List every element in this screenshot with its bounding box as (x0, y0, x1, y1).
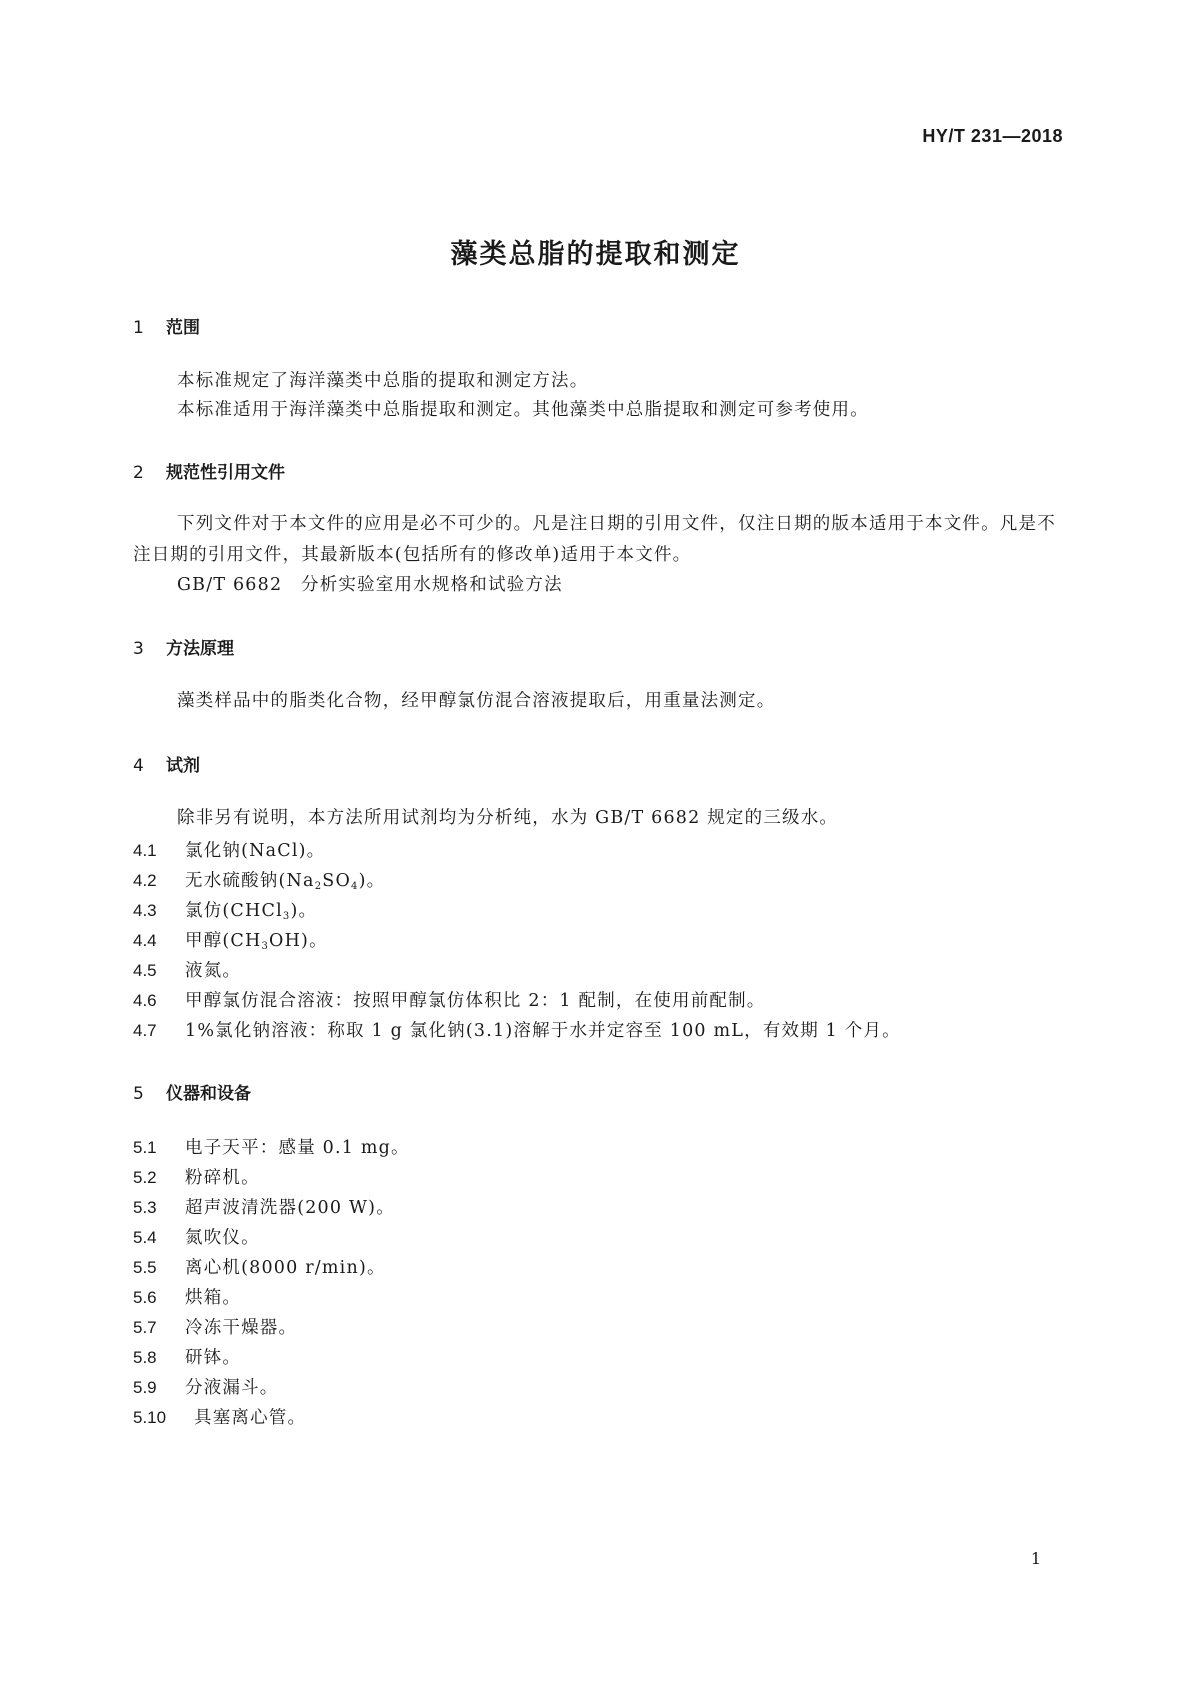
section-number: 2 (133, 463, 144, 483)
item-number: 5.1 (133, 1138, 157, 1157)
page-number: 1 (1030, 1549, 1041, 1568)
item-text: 氯化钠(NaCl)。 (185, 841, 326, 861)
section-title: 规范性引用文件 (166, 463, 285, 483)
section-title: 方法原理 (166, 639, 234, 659)
list-item (133, 1374, 279, 1399)
item-number: 4.4 (133, 931, 157, 950)
paragraph: 藻类样品中的脂类化合物，经甲醇氯仿混合溶液提取后，用重量法测定。 (177, 691, 776, 711)
list-item (133, 1284, 241, 1309)
item-text: 1%氯化钠溶液：称取 1 g 氯化钠(3.1)溶解于水并定容至 100 mL，有效期 1 个月。 (185, 1021, 901, 1041)
list-item (133, 1017, 901, 1042)
item-number: 4.3 (133, 901, 157, 920)
item-number: 5.5 (133, 1258, 157, 1277)
item-text: 冷冻干燥器。 (185, 1318, 298, 1338)
item-text: 研钵。 (185, 1348, 242, 1368)
item-text: 离心机(8000 r/min)。 (185, 1258, 386, 1278)
section-number: 1 (133, 318, 144, 338)
section-4-heading (133, 751, 200, 776)
item-number: 5.2 (133, 1168, 157, 1187)
item-text: 分液漏斗。 (185, 1378, 279, 1398)
item-text: 氯仿(CHCl$_3$)。 (185, 901, 318, 922)
item-number: 4.2 (133, 871, 157, 890)
item-text: 氮吹仪。 (185, 1228, 260, 1248)
paragraph: 本标准规定了海洋藻类中总脂的提取和测定方法。 (177, 371, 589, 391)
list-item (133, 927, 328, 952)
list-item (133, 1164, 260, 1189)
section-number: 5 (133, 1084, 144, 1104)
list-item (133, 837, 325, 862)
item-number: 4.5 (133, 961, 157, 980)
list-item (133, 1314, 297, 1339)
item-text: 无水硫酸钠$(Na_2SO_4)$。 (185, 871, 386, 892)
document-title: 藻类总脂的提取和测定 (450, 239, 741, 270)
item-text: 液氮。 (185, 961, 242, 981)
list-item (133, 1224, 260, 1249)
item-text: 具塞离心管。 (194, 1408, 307, 1428)
list-item (133, 987, 766, 1012)
section-5-heading (133, 1079, 251, 1104)
item-text: 电子天平：感量 0.1 mg。 (185, 1138, 410, 1158)
section-2-heading (133, 458, 285, 483)
section-number: 3 (133, 639, 144, 659)
item-number: 5.6 (133, 1288, 157, 1307)
paragraph: 本标准适用于海洋藻类中总脂提取和测定。其他藻类中总脂提取和测定可参考使用。 (177, 400, 869, 420)
item-text: 粉碎机。 (185, 1168, 260, 1188)
paragraph: 下列文件对于本文件的应用是必不可少的。凡是注日期的引用文件，仅注日期的版本适用于本文件。凡是不注日期的引用文件，其最新版本(包括所有的修改单)适用于本文件。 (133, 514, 1056, 565)
list-item (133, 1194, 395, 1219)
reference-entry: GB/T 6682 分析实验室用水规格和试验方法 (177, 575, 563, 595)
item-number: 5.8 (133, 1348, 157, 1367)
item-text: 甲醇$(CH_3OH)$。 (185, 931, 328, 952)
item-text: 烘箱。 (185, 1288, 242, 1308)
list-item (133, 957, 241, 982)
list-item (133, 1134, 410, 1159)
section-number: 4 (133, 756, 144, 776)
item-number: 4.7 (133, 1021, 157, 1040)
section-title: 范围 (166, 318, 200, 338)
list-item (133, 1254, 386, 1279)
section-1-heading (133, 313, 200, 338)
section-3-heading (133, 634, 234, 659)
item-number: 5.4 (133, 1228, 157, 1247)
section-title: 仪器和设备 (166, 1084, 251, 1104)
standard-number: HY/T 231—2018 (922, 126, 1063, 146)
item-number: 5.3 (133, 1198, 157, 1217)
list-item (133, 897, 317, 922)
list-item (133, 1404, 306, 1429)
item-text: 超声波清洗器(200 W)。 (185, 1198, 395, 1218)
item-number: 4.1 (133, 841, 157, 860)
item-text: 甲醇氯仿混合溶液：按照甲醇氯仿体积比 2：1 配制，在使用前配制。 (185, 991, 766, 1011)
list-item (133, 1344, 241, 1369)
list-item (133, 867, 385, 892)
section-title: 试剂 (166, 756, 200, 776)
paragraph: 除非另有说明，本方法所用试剂均为分析纯，水为 GB/T 6682 规定的三级水。 (177, 808, 839, 828)
item-number: 5.10 (133, 1408, 167, 1427)
item-number: 4.6 (133, 991, 157, 1010)
item-number: 5.7 (133, 1318, 157, 1337)
item-number: 5.9 (133, 1378, 157, 1397)
